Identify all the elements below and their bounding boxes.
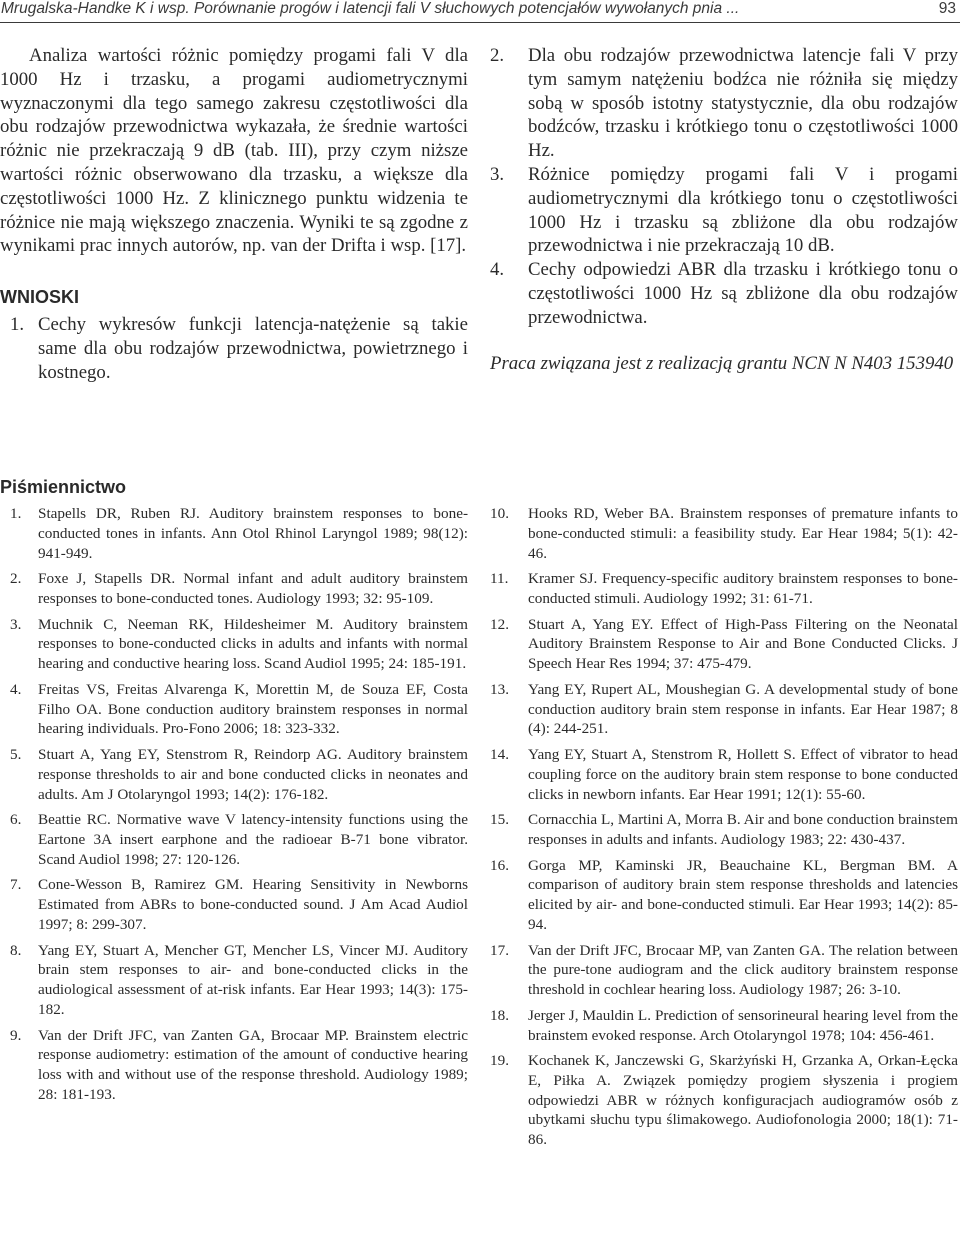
reference-number: 2.: [10, 570, 22, 588]
reference-item: [0, 875, 468, 934]
conclusion-text: Dla obu rodzajów przewodnictwa latencje fali V przy tym samym natężeniu bodźca nie różniła się między sobą w sposób istotny statystycznie, dla obu rodzajów bodźców, trzasku i krótkiego tonu o częstotliwości 1000 Hz.: [528, 45, 958, 162]
reference-number: 14.: [490, 745, 509, 763]
reference-number: 6.: [10, 811, 22, 829]
reference-number: 1.: [10, 505, 22, 522]
reference-text: Beattie RC. Normative wave V latency-intensity functions using the Eartone 3A insert earphone and the radioear B-71 bone vibrator. Scand Audiol 1998; 27: 120-126.: [38, 811, 468, 868]
reference-text: Van der Drift JFC, van Zanten GA, Brocaar MP. Brainstem electric response audiometry: estimation of the amount of conductive hearing loss with and without use of the response threshold. Audiology 1989; 28: 181-193.: [38, 1026, 468, 1103]
conclusion-number: 4.: [490, 259, 505, 281]
reference-item: [0, 680, 468, 739]
conclusions-heading: WNIOSKI: [0, 287, 79, 308]
reference-item: [0, 745, 468, 804]
reference-number: 3.: [10, 615, 22, 633]
conclusion-text: Różnice pomiędzy progami fali V i progami audiometrycznymi dla krótkiego tonu o częstotliwości 1000 Hz i trzasku są zbliżone dla obu rodzajów przewodnictwa i nie przekraczają 10 dB.: [528, 163, 958, 257]
reference-text: Cornacchia L, Martini A, Morra B. Air and bone conduction brainstem responses in adults and infants. Audiology 1983; 22: 430-437.: [528, 811, 958, 848]
reference-text: Yang EY, Rupert AL, Moushegian G. A developmental study of bone conduction auditory brain stem response in infants. Ear Hear 1987; 8 (4): 244-251.: [528, 680, 958, 738]
references-list-left: [0, 504, 468, 1110]
grant-note: Praca związana jest z realizacją grantu NCN N N403 153940: [490, 352, 954, 374]
conclusion-number: 3.: [490, 163, 505, 185]
reference-item: [490, 745, 958, 804]
reference-item: [0, 810, 468, 869]
reference-text: Kramer SJ. Frequency-specific auditory brainstem responses to bone-conducted stimuli. Audiology 1992; 31: 61-71.: [528, 570, 958, 607]
discussion-paragraph: Analiza wartości różnic pomiędzy progami fali V dla 1000 Hz i trzasku, a progami audiometrycznymi wyznaczonymi dla tego samego zakresu częstotliwości dla obu rodzajów przewodnictwa wykazała, że średnie wartości różnic nie przekraczają 9 dB (tab. III), przy czym niższe wartości różnic obserwowano dla trzasku, a większe dla częstotliwości 1000 Hz. Z klinicznego punktu widzenia te różnice nie mają większego znaczenia. Wyniki te są zgodne z wynikami prac innych autorów, np. van der Drifta i wsp. [17].: [0, 45, 468, 257]
reference-text: Jerger J, Mauldin L. Prediction of sensorineural hearing level from the brainstem evoked response. Arch Otolaryngol 1978; 104: 456-461.: [528, 1006, 958, 1044]
conclusion-number: 1.: [10, 314, 25, 336]
reference-number: 4.: [10, 680, 22, 698]
reference-text: Freitas VS, Freitas Alvarenga K, Morettin M, de Souza EF, Costa Filho OA. Bone conduction auditory brainstem responses in normal hearing individuals. Pro-Fono 2006; 18: 323-332.: [38, 680, 468, 738]
conclusion-number: 2.: [490, 45, 505, 66]
reference-number: 19.: [490, 1052, 509, 1070]
reference-number: 12.: [490, 615, 509, 633]
reference-item: [490, 504, 958, 563]
reference-number: 5.: [10, 745, 22, 763]
reference-item: [490, 810, 958, 850]
reference-number: 10.: [490, 505, 509, 522]
references-list-right: [490, 504, 958, 1156]
reference-number: 16.: [490, 856, 509, 874]
header-rule: [0, 22, 960, 23]
left-column: [0, 44, 468, 385]
conclusion-item: [490, 44, 958, 163]
reference-number: 15.: [490, 811, 509, 829]
conclusions-list-left: [0, 313, 468, 384]
running-title: Mrugalska-Handke K i wsp. Porównanie progów i latencji fali V słuchowych potencjałów wywołanych pnia ...: [1, 0, 740, 17]
reference-item: [490, 615, 958, 674]
reference-item: [0, 941, 468, 1020]
reference-item: [490, 1051, 958, 1150]
right-column: [490, 44, 958, 375]
reference-item: [0, 569, 468, 609]
reference-text: Gorga MP, Kaminski JR, Beauchaine KL, Bergman BM. A comparison of auditory brain stem response thresholds and latencies elicited by air- and bone-conducted stimuli. Ear Hear 1993; 14(2): 85-94.: [528, 856, 958, 933]
reference-item: [490, 941, 958, 1000]
reference-item: [490, 680, 958, 739]
page-number: 93: [938, 0, 956, 17]
reference-text: Stuart A, Yang EY, Stenstrom R, Reindorp AG. Auditory brainstem response thresholds to air and bone conducted clicks in neonates and adults. Am J Otolaryngol 1993; 14(2): 176-182.: [38, 745, 468, 803]
reference-number: 11.: [490, 570, 509, 588]
reference-text: Van der Drift JFC, Brocaar MP, van Zanten GA. The relation between the pure-tone audiogram and the click auditory brainstem response threshold in cochlear hearing loss. Audiology 1987; 26: 3-10.: [528, 941, 958, 999]
conclusion-item: [0, 313, 468, 384]
reference-number: 8.: [10, 941, 22, 959]
reference-number: 13.: [490, 680, 509, 698]
conclusions-list-right: [490, 44, 958, 330]
conclusion-text: Cechy wykresów funkcji latencja-natężenie są takie same dla obu rodzajów przewodnictwa, powietrznego i kostnego.: [38, 314, 468, 383]
reference-item: [490, 1006, 958, 1046]
reference-number: 17.: [490, 941, 509, 959]
reference-text: Stuart A, Yang EY. Effect of High-Pass Filtering on the Neonatal Auditory Brainstem Response to Air and Bone Conducted Clicks. J Speech Hear Res 1994; 37: 475-479.: [528, 615, 958, 673]
reference-text: Stapells DR, Ruben RJ. Auditory brainstem responses to bone-conducted tones in infants. Ann Otol Rhinol Laryngol 1989; 98(12): 941-949.: [38, 505, 468, 562]
reference-item: [490, 856, 958, 935]
reference-item: [0, 504, 468, 563]
reference-text: Yang EY, Stuart A, Stenstrom R, Hollett S. Effect of vibrator to head coupling force on the auditory brain stem response to bone conducted clicks in newborn infants. Ear Hear 1991; 12(1): 55-60.: [528, 745, 958, 803]
reference-text: Foxe J, Stapells DR. Normal infant and adult auditory brainstem responses to bone-conducted tones. Audiology 1993; 32: 95-109.: [38, 570, 468, 607]
conclusion-item: [490, 258, 958, 329]
reference-text: Kochanek K, Janczewski G, Skarżyński H, Grzanka A, Orkan-Łęcka E, Piłka A. Związek pomiędzy progiem słyszenia i progiem odpowiedzi ABR w różnych konfiguracjach audiogramów osób z ubytkami słuchu typu ślimakowego. Audiofonologia 2000; 18(1): 71-86.: [528, 1052, 958, 1149]
reference-text: Muchnik C, Neeman RK, Hildesheimer M. Auditory brainstem responses to bone-conducted clicks in adults and infants with normal hearing and conductive hearing loss. Scand Audiol 1995; 24: 185-191.: [38, 615, 468, 673]
reference-text: Yang EY, Stuart A, Mencher GT, Mencher LS, Vincer MJ. Auditory brain stem responses to air- and bone-conducted clicks in the audiological assessment of at-risk infants. Ear Hear 1993; 14(3): 175-182.: [38, 941, 468, 1018]
reference-item: [0, 1026, 468, 1105]
reference-item: [490, 569, 958, 609]
reference-number: 18.: [490, 1006, 509, 1024]
running-header: [0, 0, 960, 22]
reference-item: [0, 615, 468, 674]
reference-text: Hooks RD, Weber BA. Brainstem responses of premature infants to bone-conducted stimuli: a feasibility study. Ear Hear 1984; 5(1): 42-46.: [528, 505, 958, 562]
references-heading: Piśmiennictwo: [0, 477, 127, 497]
reference-text: Cone-Wesson B, Ramirez GM. Hearing Sensitivity in Newborns Estimated from ABRs to bone-conducted sound. J Am Acad Audiol 1997; 8: 299-307.: [38, 876, 468, 933]
conclusion-item: [490, 163, 958, 258]
reference-number: 7.: [10, 876, 22, 894]
conclusion-text: Cechy odpowiedzi ABR dla trzasku i krótkiego tonu o częstotliwości 1000 Hz są zbliżone dla obu rodzajów przewodnictwa.: [528, 259, 958, 328]
reference-number: 9.: [10, 1026, 22, 1044]
